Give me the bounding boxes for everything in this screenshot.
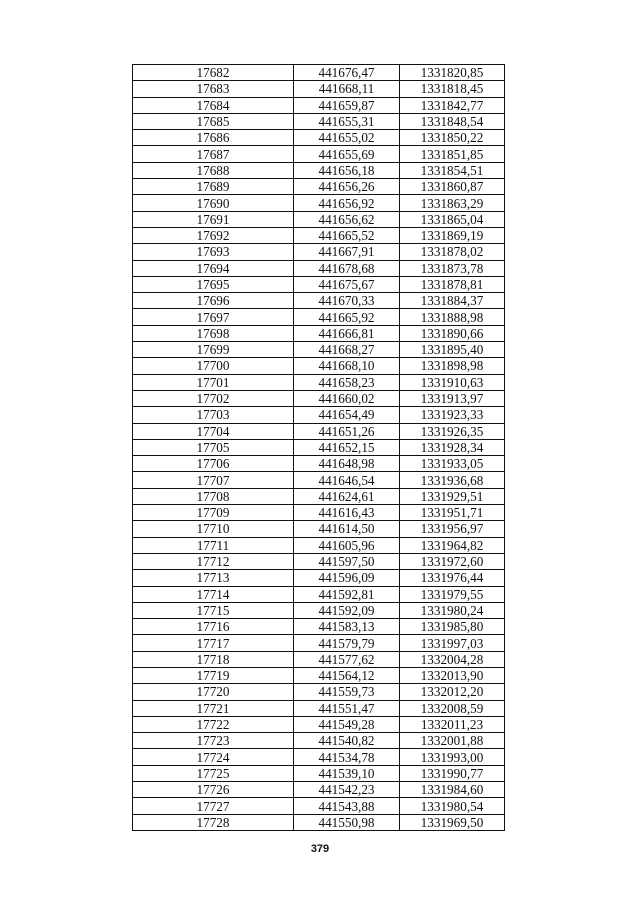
- y-coordinate-cell: 1331913,97: [400, 390, 505, 406]
- table-row: [133, 505, 505, 521]
- point-number-cell: 17685: [133, 113, 294, 129]
- page-number: 379: [310, 843, 330, 855]
- point-number-cell: 17703: [133, 407, 294, 423]
- table-row: [133, 276, 505, 292]
- table-row: [133, 423, 505, 439]
- y-coordinate-cell: 1331820,85: [400, 65, 505, 81]
- table-row: [133, 162, 505, 178]
- x-coordinate-cell: 441676,47: [294, 65, 400, 81]
- table-row: [133, 244, 505, 260]
- table-row: [133, 227, 505, 243]
- x-coordinate-cell: 441549,28: [294, 716, 400, 732]
- y-coordinate-cell: 1331985,80: [400, 619, 505, 635]
- point-number-cell: 17683: [133, 81, 294, 97]
- y-coordinate-cell: 1331976,44: [400, 570, 505, 586]
- x-coordinate-cell: 441675,67: [294, 276, 400, 292]
- y-coordinate-cell: 1331979,55: [400, 586, 505, 602]
- y-coordinate-cell: 1331842,77: [400, 97, 505, 113]
- point-number-cell: 17690: [133, 195, 294, 211]
- table-row: [133, 113, 505, 129]
- y-coordinate-cell: 1332004,28: [400, 651, 505, 667]
- table-row: [133, 325, 505, 341]
- point-number-cell: 17704: [133, 423, 294, 439]
- point-number-cell: 17720: [133, 684, 294, 700]
- x-coordinate-cell: 441658,23: [294, 374, 400, 390]
- x-coordinate-cell: 441666,81: [294, 325, 400, 341]
- point-number-cell: 17712: [133, 553, 294, 569]
- x-coordinate-cell: 441665,52: [294, 227, 400, 243]
- x-coordinate-cell: 441597,50: [294, 553, 400, 569]
- point-number-cell: 17716: [133, 619, 294, 635]
- table-row: [133, 472, 505, 488]
- table-row: [133, 65, 505, 81]
- table-row: [133, 700, 505, 716]
- table-row: [133, 293, 505, 309]
- table-row: [133, 407, 505, 423]
- x-coordinate-cell: 441654,49: [294, 407, 400, 423]
- x-coordinate-cell: 441656,92: [294, 195, 400, 211]
- point-number-cell: 17723: [133, 733, 294, 749]
- y-coordinate-cell: 1331890,66: [400, 325, 505, 341]
- point-number-cell: 17722: [133, 716, 294, 732]
- table-row: [133, 570, 505, 586]
- x-coordinate-cell: 441667,91: [294, 244, 400, 260]
- point-number-cell: 17709: [133, 505, 294, 521]
- point-number-cell: 17694: [133, 260, 294, 276]
- table-row: [133, 358, 505, 374]
- coordinates-table: [132, 64, 505, 831]
- table-row: [133, 521, 505, 537]
- point-number-cell: 17699: [133, 342, 294, 358]
- x-coordinate-cell: 441646,54: [294, 472, 400, 488]
- y-coordinate-cell: 1332008,59: [400, 700, 505, 716]
- y-coordinate-cell: 1331969,50: [400, 814, 505, 830]
- table-row: [133, 97, 505, 113]
- point-number-cell: 17725: [133, 765, 294, 781]
- x-coordinate-cell: 441651,26: [294, 423, 400, 439]
- x-coordinate-cell: 441656,62: [294, 211, 400, 227]
- y-coordinate-cell: 1331993,00: [400, 749, 505, 765]
- y-coordinate-cell: 1332001,88: [400, 733, 505, 749]
- table-row: [133, 537, 505, 553]
- point-number-cell: 17705: [133, 439, 294, 455]
- x-coordinate-cell: 441655,31: [294, 113, 400, 129]
- table-row: [133, 651, 505, 667]
- point-number-cell: 17702: [133, 390, 294, 406]
- point-number-cell: 17717: [133, 635, 294, 651]
- point-number-cell: 17721: [133, 700, 294, 716]
- x-coordinate-cell: 441543,88: [294, 798, 400, 814]
- point-number-cell: 17715: [133, 602, 294, 618]
- point-number-cell: 17696: [133, 293, 294, 309]
- point-number-cell: 17700: [133, 358, 294, 374]
- y-coordinate-cell: 1331873,78: [400, 260, 505, 276]
- y-coordinate-cell: 1331860,87: [400, 179, 505, 195]
- y-coordinate-cell: 1332013,90: [400, 667, 505, 683]
- table-row: [133, 81, 505, 97]
- table-row: [133, 390, 505, 406]
- y-coordinate-cell: 1331997,03: [400, 635, 505, 651]
- table-row: [133, 602, 505, 618]
- table-row: [133, 765, 505, 781]
- point-number-cell: 17714: [133, 586, 294, 602]
- point-number-cell: 17728: [133, 814, 294, 830]
- y-coordinate-cell: 1331884,37: [400, 293, 505, 309]
- point-number-cell: 17726: [133, 782, 294, 798]
- point-number-cell: 17695: [133, 276, 294, 292]
- x-coordinate-cell: 441656,18: [294, 162, 400, 178]
- y-coordinate-cell: 1331850,22: [400, 130, 505, 146]
- point-number-cell: 17686: [133, 130, 294, 146]
- x-coordinate-cell: 441579,79: [294, 635, 400, 651]
- table-row: [133, 130, 505, 146]
- point-number-cell: 17713: [133, 570, 294, 586]
- x-coordinate-cell: 441624,61: [294, 488, 400, 504]
- y-coordinate-cell: 1331936,68: [400, 472, 505, 488]
- y-coordinate-cell: 1331951,71: [400, 505, 505, 521]
- x-coordinate-cell: 441596,09: [294, 570, 400, 586]
- point-number-cell: 17727: [133, 798, 294, 814]
- x-coordinate-cell: 441577,62: [294, 651, 400, 667]
- table-row: [133, 260, 505, 276]
- table-row: [133, 798, 505, 814]
- y-coordinate-cell: 1331984,60: [400, 782, 505, 798]
- point-number-cell: 17718: [133, 651, 294, 667]
- point-number-cell: 17697: [133, 309, 294, 325]
- point-number-cell: 17724: [133, 749, 294, 765]
- y-coordinate-cell: 1331863,29: [400, 195, 505, 211]
- point-number-cell: 17708: [133, 488, 294, 504]
- table-row: [133, 553, 505, 569]
- x-coordinate-cell: 441616,43: [294, 505, 400, 521]
- table-row: [133, 439, 505, 455]
- x-coordinate-cell: 441564,12: [294, 667, 400, 683]
- point-number-cell: 17706: [133, 456, 294, 472]
- x-coordinate-cell: 441652,15: [294, 439, 400, 455]
- table-row: [133, 749, 505, 765]
- table-row: [133, 195, 505, 211]
- x-coordinate-cell: 441592,81: [294, 586, 400, 602]
- x-coordinate-cell: 441534,78: [294, 749, 400, 765]
- table-row: [133, 211, 505, 227]
- x-coordinate-cell: 441592,09: [294, 602, 400, 618]
- y-coordinate-cell: 1331818,45: [400, 81, 505, 97]
- x-coordinate-cell: 441550,98: [294, 814, 400, 830]
- x-coordinate-cell: 441648,98: [294, 456, 400, 472]
- table-row: [133, 374, 505, 390]
- x-coordinate-cell: 441670,33: [294, 293, 400, 309]
- point-number-cell: 17682: [133, 65, 294, 81]
- x-coordinate-cell: 441539,10: [294, 765, 400, 781]
- x-coordinate-cell: 441559,73: [294, 684, 400, 700]
- point-number-cell: 17692: [133, 227, 294, 243]
- y-coordinate-cell: 1331923,33: [400, 407, 505, 423]
- point-number-cell: 17684: [133, 97, 294, 113]
- table-row: [133, 146, 505, 162]
- x-coordinate-cell: 441551,47: [294, 700, 400, 716]
- x-coordinate-cell: 441583,13: [294, 619, 400, 635]
- table-row: [133, 733, 505, 749]
- table-row: [133, 488, 505, 504]
- x-coordinate-cell: 441656,26: [294, 179, 400, 195]
- table-row: [133, 635, 505, 651]
- table-row: [133, 782, 505, 798]
- x-coordinate-cell: 441659,87: [294, 97, 400, 113]
- y-coordinate-cell: 1331964,82: [400, 537, 505, 553]
- y-coordinate-cell: 1331888,98: [400, 309, 505, 325]
- y-coordinate-cell: 1331878,02: [400, 244, 505, 260]
- point-number-cell: 17719: [133, 667, 294, 683]
- point-number-cell: 17701: [133, 374, 294, 390]
- y-coordinate-cell: 1331851,85: [400, 146, 505, 162]
- x-coordinate-cell: 441605,96: [294, 537, 400, 553]
- y-coordinate-cell: 1332011,23: [400, 716, 505, 732]
- y-coordinate-cell: 1331980,54: [400, 798, 505, 814]
- y-coordinate-cell: 1331895,40: [400, 342, 505, 358]
- y-coordinate-cell: 1331869,19: [400, 227, 505, 243]
- point-number-cell: 17710: [133, 521, 294, 537]
- y-coordinate-cell: 1331956,97: [400, 521, 505, 537]
- coordinates-table-body: [133, 65, 505, 831]
- table-row: [133, 716, 505, 732]
- x-coordinate-cell: 441614,50: [294, 521, 400, 537]
- table-row: [133, 667, 505, 683]
- y-coordinate-cell: 1331898,98: [400, 358, 505, 374]
- point-number-cell: 17687: [133, 146, 294, 162]
- y-coordinate-cell: 1331926,35: [400, 423, 505, 439]
- y-coordinate-cell: 1331848,54: [400, 113, 505, 129]
- y-coordinate-cell: 1331990,77: [400, 765, 505, 781]
- table-row: [133, 309, 505, 325]
- y-coordinate-cell: 1331980,24: [400, 602, 505, 618]
- point-number-cell: 17711: [133, 537, 294, 553]
- x-coordinate-cell: 441668,27: [294, 342, 400, 358]
- x-coordinate-cell: 441665,92: [294, 309, 400, 325]
- table-row: [133, 586, 505, 602]
- point-number-cell: 17693: [133, 244, 294, 260]
- table-row: [133, 342, 505, 358]
- x-coordinate-cell: 441678,68: [294, 260, 400, 276]
- table-row: [133, 179, 505, 195]
- table-row: [133, 684, 505, 700]
- y-coordinate-cell: 1331933,05: [400, 456, 505, 472]
- x-coordinate-cell: 441660,02: [294, 390, 400, 406]
- table-row: [133, 814, 505, 830]
- y-coordinate-cell: 1331928,34: [400, 439, 505, 455]
- point-number-cell: 17707: [133, 472, 294, 488]
- y-coordinate-cell: 1331865,04: [400, 211, 505, 227]
- y-coordinate-cell: 1331878,81: [400, 276, 505, 292]
- point-number-cell: 17698: [133, 325, 294, 341]
- y-coordinate-cell: 1332012,20: [400, 684, 505, 700]
- table-row: [133, 456, 505, 472]
- point-number-cell: 17689: [133, 179, 294, 195]
- x-coordinate-cell: 441668,10: [294, 358, 400, 374]
- x-coordinate-cell: 441655,02: [294, 130, 400, 146]
- y-coordinate-cell: 1331929,51: [400, 488, 505, 504]
- x-coordinate-cell: 441542,23: [294, 782, 400, 798]
- x-coordinate-cell: 441655,69: [294, 146, 400, 162]
- x-coordinate-cell: 441668,11: [294, 81, 400, 97]
- y-coordinate-cell: 1331854,51: [400, 162, 505, 178]
- y-coordinate-cell: 1331972,60: [400, 553, 505, 569]
- y-coordinate-cell: 1331910,63: [400, 374, 505, 390]
- table-row: [133, 619, 505, 635]
- point-number-cell: 17688: [133, 162, 294, 178]
- point-number-cell: 17691: [133, 211, 294, 227]
- x-coordinate-cell: 441540,82: [294, 733, 400, 749]
